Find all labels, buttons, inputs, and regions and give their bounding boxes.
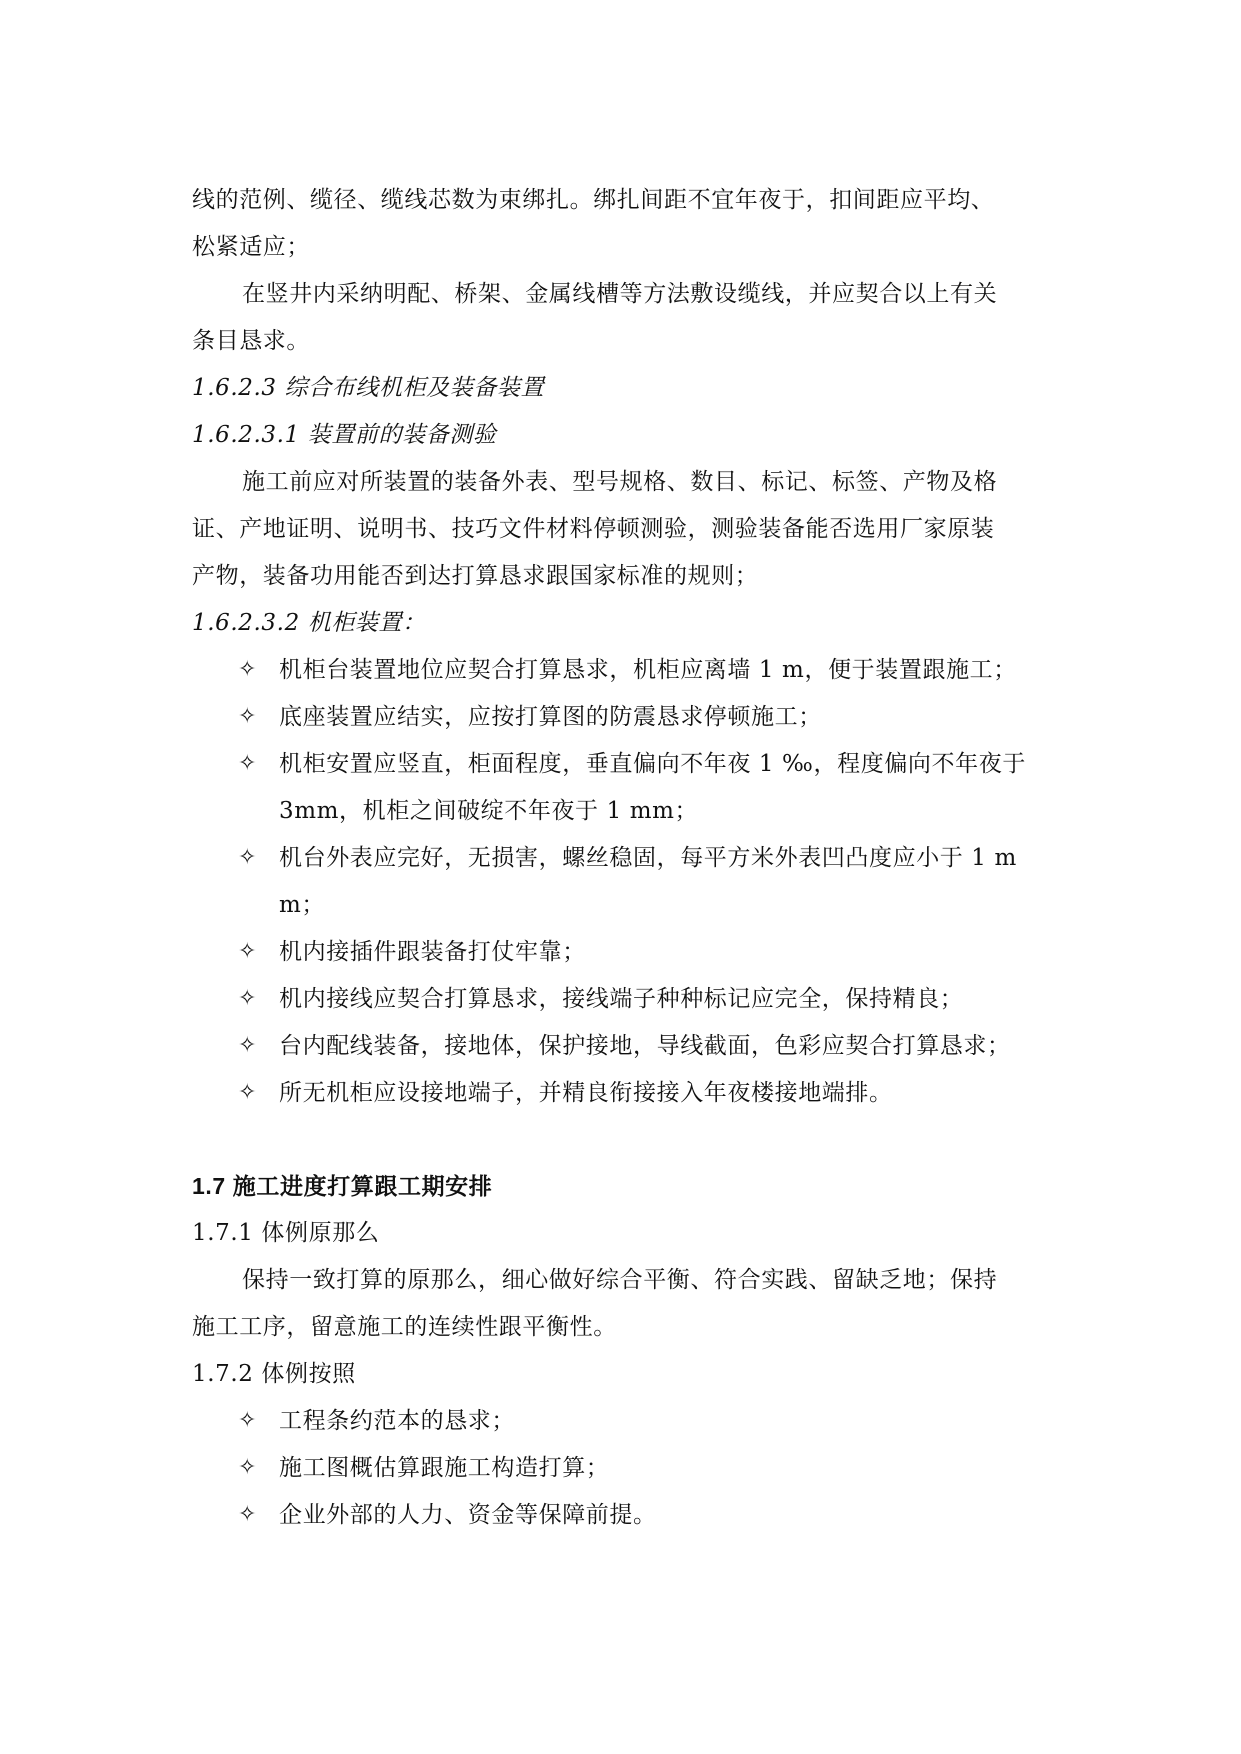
list-item: 工程条约范本的恳求；: [279, 1408, 515, 1434]
list-item: 台内配线装备，接地体，保护接地，导线截面，色彩应契合打算恳求；: [279, 1033, 1011, 1059]
list-item: 机台外表应完好，无损害，螺丝稳固，每平方米外表凹凸度应小于 1 m: [279, 845, 1017, 871]
list-item: 所无机柜应设接地端子，并精良衔接接入年夜楼接地端排。: [279, 1080, 893, 1106]
section-heading-1-7-2: 1.7.2 体例按照: [192, 1361, 356, 1387]
section-heading-1-7: 1.7 施工进度打算跟工期安排: [192, 1173, 493, 1199]
list-item: 施工图概估算跟施工构造打算；: [279, 1455, 610, 1481]
diamond-bullet-icon: ✧: [238, 939, 257, 964]
diamond-bullet-icon: ✧: [238, 657, 257, 682]
diamond-bullet-icon: ✧: [238, 1408, 257, 1433]
diamond-bullet-icon: ✧: [238, 1033, 257, 1058]
diamond-bullet-icon: ✧: [238, 1502, 257, 1527]
paragraph-line: 施工前应对所装置的装备外表、型号规格、数目、标记、标签、产物及格: [242, 469, 998, 495]
diamond-bullet-icon: ✧: [238, 751, 257, 776]
paragraph-line: 在竖井内采纳明配、桥架、金属线槽等方法敷设缆线，并应契合以上有关: [242, 281, 998, 307]
paragraph-line: 条目恳求。: [192, 328, 310, 354]
diamond-bullet-icon: ✧: [238, 845, 257, 870]
diamond-bullet-icon: ✧: [238, 1080, 257, 1105]
paragraph-line: 保持一致打算的原那么，细心做好综合平衡、符合实践、留缺乏地；保持: [242, 1267, 998, 1293]
list-item: 机柜安置应竖直，柜面程度，垂直偏向不年夜 1 ‰，程度偏向不年夜于: [279, 751, 1026, 777]
paragraph-line: 施工工序，留意施工的连续性跟平衡性。: [192, 1314, 617, 1340]
section-heading-1-6-2-3: 1.6.2.3 综合布线机柜及装备装置: [192, 375, 545, 401]
list-item-continuation: m；: [279, 892, 326, 918]
list-item: 底座装置应结实，应按打算图的防震恳求停顿施工；: [279, 704, 822, 730]
paragraph-line: 松紧适应；: [192, 234, 310, 260]
section-heading-1-6-2-3-1: 1.6.2.3.1 装置前的装备测验: [192, 422, 497, 448]
paragraph-line: 证、产地证明、说明书、技巧文件材料停顿测验，测验装备能否选用厂家原装: [192, 516, 995, 542]
diamond-bullet-icon: ✧: [238, 986, 257, 1011]
list-item: 机柜台装置地位应契合打算恳求，机柜应离墙 1 m，便于装置跟施工；: [279, 657, 1017, 683]
paragraph-line: 产物，装备功用能否到达打算恳求跟国家标准的规则；: [192, 563, 759, 589]
section-heading-1-6-2-3-2: 1.6.2.3.2 机柜装置：: [192, 610, 426, 636]
diamond-bullet-icon: ✧: [238, 704, 257, 729]
diamond-bullet-icon: ✧: [238, 1455, 257, 1480]
list-item-continuation: 3mm，机柜之间破绽不年夜于 1 mm；: [279, 798, 699, 824]
paragraph-line: 线的范例、缆径、缆线芯数为束绑扎。绑扎间距不宜年夜于，扣间距应平均、: [192, 187, 995, 213]
list-item: 企业外部的人力、资金等保障前提。: [279, 1502, 657, 1528]
list-item: 机内接线应契合打算恳求，接线端子种种标记应完全，保持精良；: [279, 986, 964, 1012]
section-heading-1-7-1: 1.7.1 体例原那么: [192, 1220, 380, 1246]
list-item: 机内接插件跟装备打仗牢靠；: [279, 939, 586, 965]
